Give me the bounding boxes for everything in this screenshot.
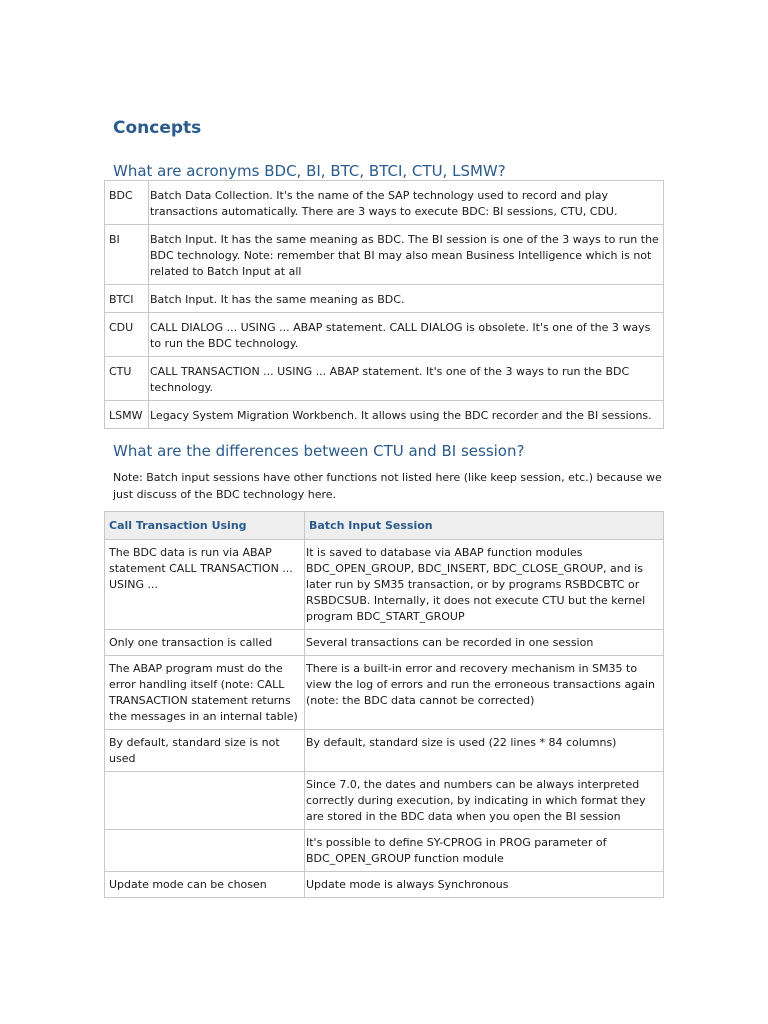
ctu-cell <box>105 830 305 872</box>
ctu-cell <box>105 772 305 830</box>
ctu-cell: Only one transaction is called <box>105 630 305 656</box>
table-row <box>105 225 664 285</box>
acronym-term: BI <box>105 225 149 285</box>
table-row <box>105 830 664 872</box>
acronym-term: CDU <box>105 313 149 357</box>
table-row <box>105 181 664 225</box>
ctu-cell: The BDC data is run via ABAP statement CALL TRANSACTION ... USING ... <box>105 540 305 630</box>
acronym-term: LSMW <box>105 401 149 429</box>
column-header-bi: Batch Input Session <box>305 512 664 540</box>
table-header-row <box>105 512 664 540</box>
acronym-term: BTCI <box>105 285 149 313</box>
acronym-description: Batch Input. It has the same meaning as BDC. <box>149 285 664 313</box>
acronym-term: BDC <box>105 181 149 225</box>
table-row <box>105 540 664 630</box>
differences-table <box>104 511 664 898</box>
bi-cell: Since 7.0, the dates and numbers can be always interpreted correctly during execution, by indicating in which format they are stored in the BDC data when you open the BI session <box>305 772 664 830</box>
bi-cell: It is saved to database via ABAP function modules BDC_OPEN_GROUP, BDC_INSERT, BDC_CLOSE_GROUP, and is later run by SM35 transaction, or by programs RSBDCBTC or RSBDCSUB. Internally, it does not execute CTU but the kernel program BDC_START_GROUP <box>305 540 664 630</box>
bi-cell: Several transactions can be recorded in one session <box>305 630 664 656</box>
table-row <box>105 401 664 429</box>
table-row <box>105 313 664 357</box>
bi-cell: Update mode is always Synchronous <box>305 872 664 898</box>
acronyms-heading: What are acronyms BDC, BI, BTC, BTCI, CTU, LSMW? <box>113 162 506 180</box>
differences-heading: What are the differences between CTU and BI session? <box>113 442 525 460</box>
acronym-description: CALL TRANSACTION ... USING ... ABAP statement. It's one of the 3 ways to run the BDC technology. <box>149 357 664 401</box>
ctu-cell: Update mode can be chosen <box>105 872 305 898</box>
acronym-term: CTU <box>105 357 149 401</box>
acronym-description: Batch Input. It has the same meaning as BDC. The BI session is one of the 3 ways to run the BDC technology. Note: remember that BI may also mean Business Intelligence which is not related to Batch Input at all <box>149 225 664 285</box>
table-row <box>105 630 664 656</box>
table-row <box>105 285 664 313</box>
ctu-cell: The ABAP program must do the error handling itself (note: CALL TRANSACTION statement returns the messages in an internal table) <box>105 656 305 730</box>
bi-cell: There is a built-in error and recovery mechanism in SM35 to view the log of errors and run the erroneous transactions again (note: the BDC data cannot be corrected) <box>305 656 664 730</box>
table-row <box>105 357 664 401</box>
bi-cell: By default, standard size is used (22 lines * 84 columns) <box>305 730 664 772</box>
differences-note: Note: Batch input sessions have other functions not listed here (like keep session, etc.) because we just discuss of the BDC technology here. <box>113 471 662 501</box>
table-row <box>105 872 664 898</box>
acronyms-table <box>104 180 664 429</box>
table-row <box>105 656 664 730</box>
acronym-description: CALL DIALOG ... USING ... ABAP statement. CALL DIALOG is obsolete. It's one of the 3 ways to run the BDC technology. <box>149 313 664 357</box>
column-header-ctu: Call Transaction Using <box>105 512 305 540</box>
acronym-description: Batch Data Collection. It's the name of the SAP technology used to record and play transactions automatically. There are 3 ways to execute BDC: BI sessions, CTU, CDU. <box>149 181 664 225</box>
table-row <box>105 730 664 772</box>
table-row <box>105 772 664 830</box>
bi-cell: It's possible to define SY-CPROG in PROG parameter of BDC_OPEN_GROUP function module <box>305 830 664 872</box>
acronym-description: Legacy System Migration Workbench. It allows using the BDC recorder and the BI sessions. <box>149 401 664 429</box>
ctu-cell: By default, standard size is not used <box>105 730 305 772</box>
page-title: Concepts <box>113 118 202 138</box>
